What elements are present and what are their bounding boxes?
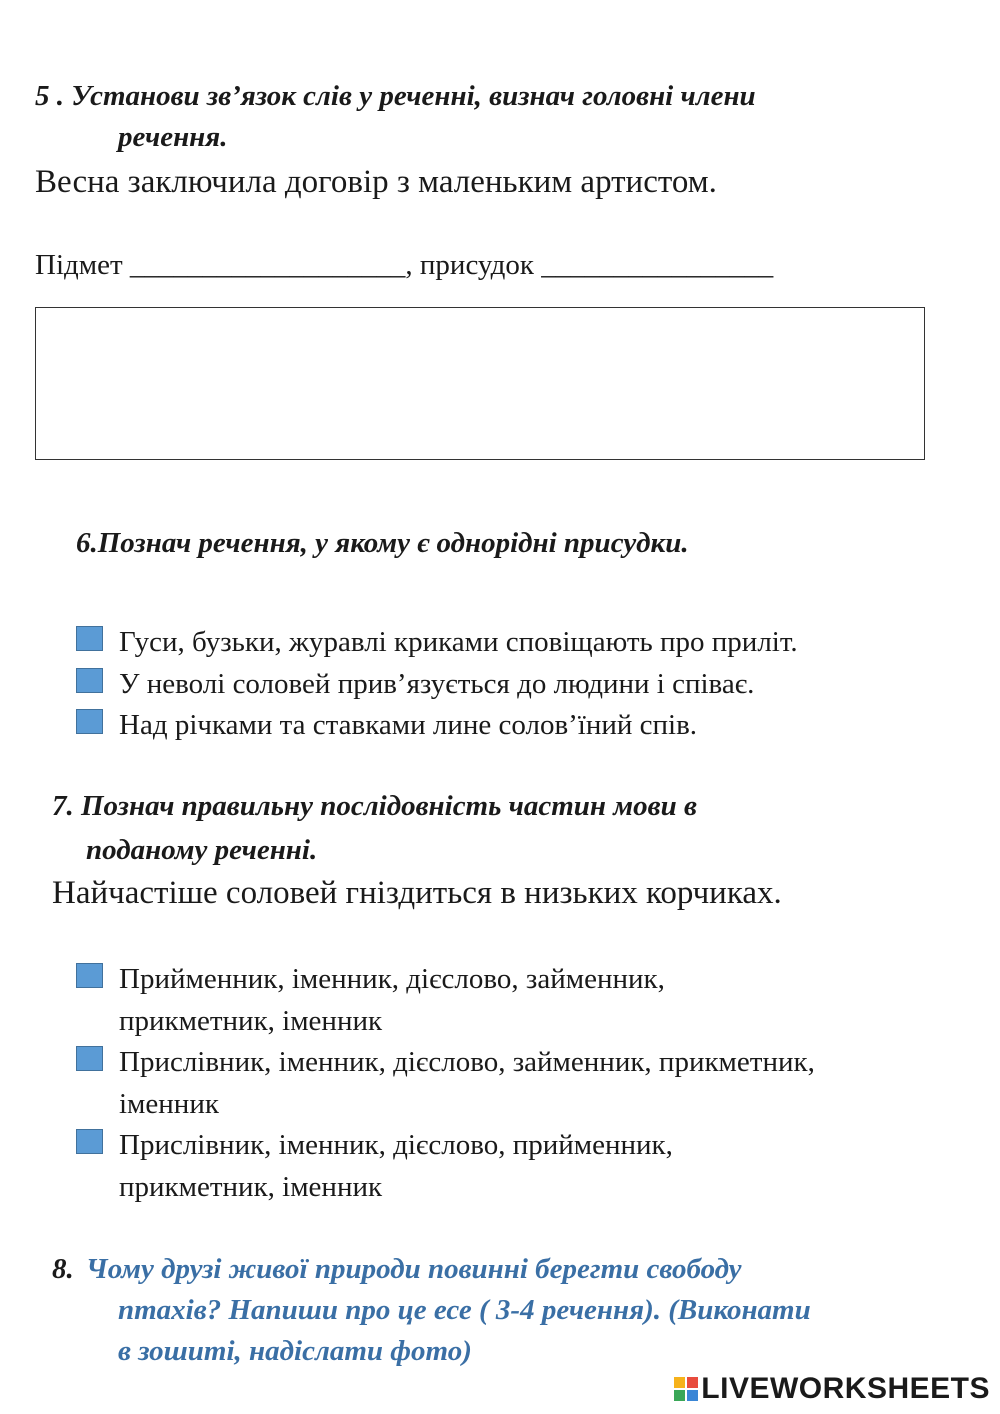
q5-title-line2: речення. (118, 121, 228, 153)
q6-option-2[interactable] (76, 663, 754, 705)
q6-option-1-label: Гуси, бузьки, журавлі криками сповіщають про приліт. (119, 626, 798, 658)
q7-option-1-text (119, 958, 665, 1042)
q7-option-3[interactable] (76, 1124, 673, 1208)
q7-option-2-checkbox[interactable] (76, 1046, 103, 1071)
q5-sentence: Весна заключила договір з маленьким артистом. (35, 164, 717, 200)
q7-option-2-line1: Прислівник, іменник, дієслово, займенник, прикметник, (119, 1046, 815, 1078)
q5-fill-line: Підмет ___________________, присудок ________________ (35, 249, 774, 281)
q8-line3: в зошиті, надіслати фото) (118, 1335, 472, 1367)
q5-answer-box[interactable] (35, 307, 925, 460)
q7-option-2-text (119, 1041, 815, 1125)
q8-line1: Чому друзі живої природи повинні берегти свободу (86, 1253, 742, 1285)
q7-option-1-line1: Прийменник, іменник, дієслово, займенник, (119, 963, 665, 995)
q7-option-3-checkbox[interactable] (76, 1129, 103, 1154)
q6-option-1-checkbox[interactable] (76, 626, 103, 651)
q6-title: 6.Познач речення, у якому є однорідні присудки. (76, 527, 689, 559)
q7-option-3-text (119, 1124, 673, 1208)
q7-option-3-line2: прикметник, іменник (119, 1171, 383, 1203)
q7-title-line1: 7. Познач правильну послідовність частин мови в (52, 790, 697, 822)
q7-title-line2: поданому реченні. (86, 834, 318, 866)
q7-sentence: Найчастіше соловей гніздиться в низьких корчиках. (52, 875, 782, 911)
q7-option-1-checkbox[interactable] (76, 963, 103, 988)
q8-number: 8. (52, 1253, 74, 1285)
q6-option-2-checkbox[interactable] (76, 668, 103, 693)
q7-option-2[interactable] (76, 1041, 815, 1125)
q7-option-2-line2: іменник (119, 1088, 219, 1120)
q5-title-line1: 5 . Установи зв’язок слів у реченні, визнач головні члени (35, 80, 756, 112)
q6-option-2-label: У неволі соловей прив’язується до людини і співає. (119, 668, 755, 700)
q7-option-3-line1: Прислівник, іменник, дієслово, прийменник, (119, 1129, 673, 1161)
liveworksheets-logo-icon (674, 1377, 698, 1401)
q8-line2: птахів? Напиши про це есе ( 3-4 речення). (Виконати (118, 1294, 811, 1326)
q6-option-3-label: Над річками та ставками лине солов’їний спів. (119, 709, 698, 741)
q6-option-3[interactable] (76, 704, 697, 746)
q7-option-1[interactable] (76, 958, 665, 1042)
liveworksheets-logo[interactable] (674, 1372, 990, 1406)
q6-option-1[interactable] (76, 621, 798, 663)
q6-option-3-checkbox[interactable] (76, 709, 103, 734)
liveworksheets-logo-text: LIVEWORKSHEETS (701, 1372, 990, 1405)
q7-option-1-line2: прикметник, іменник (119, 1005, 383, 1037)
